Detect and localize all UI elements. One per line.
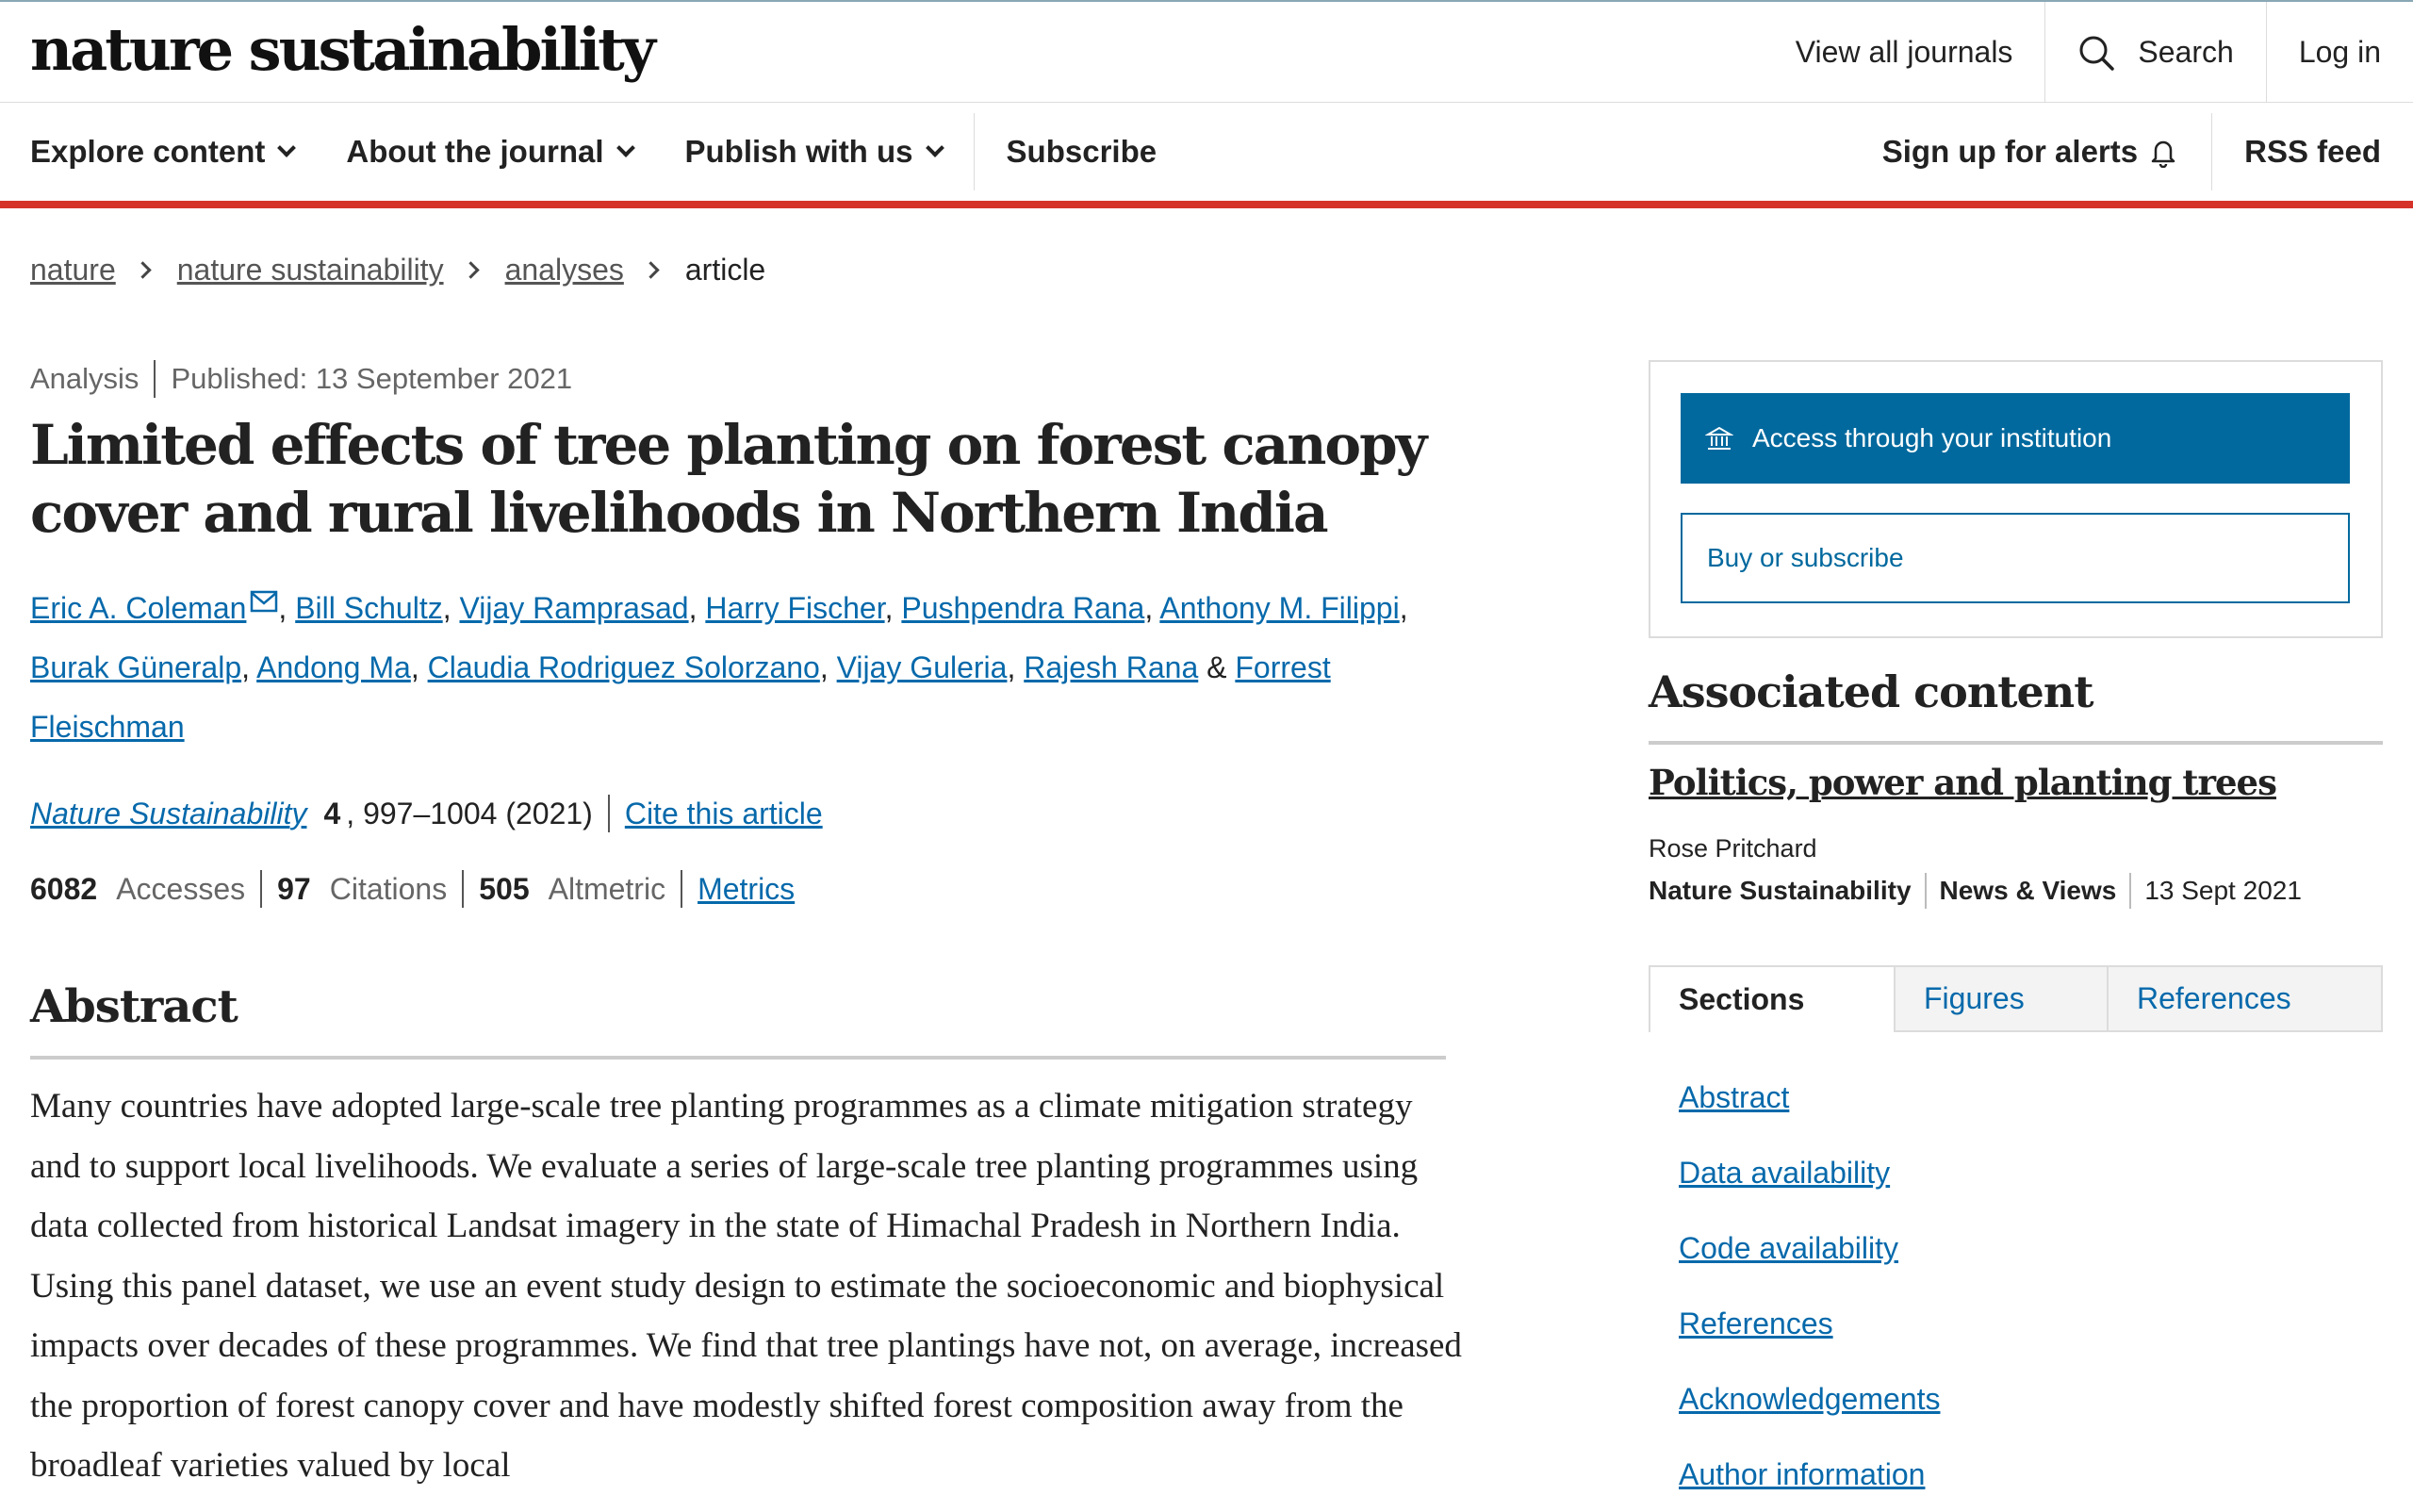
associated-journal: Nature Sustainability — [1649, 876, 1912, 905]
chevron-right-icon — [642, 261, 659, 278]
associated-content-heading: Associated content — [1649, 666, 2093, 717]
chevron-down-icon — [616, 139, 635, 157]
site-header — [0, 0, 2413, 103]
author-link[interactable]: Andong Ma — [256, 650, 411, 684]
metrics-link[interactable]: Metrics — [698, 871, 796, 906]
section-link-author-information[interactable]: Author information — [1679, 1457, 1926, 1491]
sidebar-tabs — [1649, 965, 2383, 1032]
breadcrumb-analyses[interactable]: analyses — [504, 253, 624, 287]
section-link-acknowledgements[interactable]: Acknowledgements — [1679, 1382, 1941, 1416]
section-link-references[interactable]: References — [1679, 1307, 1833, 1340]
main-nav — [0, 103, 2413, 208]
associated-divider — [1649, 741, 2383, 745]
nav-divider — [974, 113, 975, 190]
list-item — [1679, 1437, 1940, 1512]
metrics-divider — [462, 870, 464, 908]
access-institution-label: Access through your institution — [1752, 423, 2112, 452]
cite-article-link[interactable]: Cite this article — [624, 796, 823, 830]
buy-subscribe-button[interactable]: Buy or subscribe — [1681, 513, 2350, 603]
header-actions — [1764, 2, 2413, 103]
accesses-label: Accesses — [116, 871, 246, 906]
author-link[interactable]: Rajesh Rana — [1024, 650, 1199, 684]
author-link[interactable]: Vijay Guleria — [836, 650, 1008, 684]
list-item — [1679, 1286, 1940, 1361]
tab-sections[interactable]: Sections — [1649, 965, 1896, 1032]
nav-label: Explore content — [30, 134, 266, 169]
accesses-count: 6082 — [30, 871, 98, 906]
pages-year: , 997–1004 (2021) — [346, 796, 593, 830]
journal-link[interactable]: Nature Sustainability — [30, 796, 307, 830]
volume: 4 — [323, 796, 341, 830]
search-icon — [2077, 34, 2115, 72]
list-item — [1679, 1060, 1940, 1135]
article-title: Limited effects of tree planting on forest canopy cover and rural livelihoods in Northern India — [30, 413, 1426, 545]
mail-icon[interactable] — [250, 590, 278, 613]
meta-divider — [2129, 873, 2131, 909]
breadcrumb-current: article — [684, 253, 766, 287]
login-link[interactable]: Log in — [2298, 35, 2381, 69]
altmetric-score: 505 — [479, 871, 530, 906]
breadcrumb — [30, 253, 765, 288]
section-link-data-availability[interactable]: Data availability — [1679, 1156, 1891, 1190]
section-link-code-availability[interactable]: Code availability — [1679, 1231, 1899, 1265]
citation-divider — [608, 795, 610, 832]
nav-label: About the journal — [346, 134, 604, 169]
access-options — [1649, 360, 2383, 638]
chevron-right-icon — [462, 261, 479, 278]
citations-label: Citations — [329, 871, 448, 906]
breadcrumb-nature-sustainability[interactable]: nature sustainability — [176, 253, 444, 287]
alerts-signup-link[interactable] — [1850, 134, 2211, 170]
institution-icon — [1705, 424, 1733, 452]
journal-logo[interactable]: nature sustainability — [30, 15, 653, 84]
access-institution-button[interactable] — [1681, 393, 2350, 484]
nav-menu — [30, 103, 1209, 201]
sections-list — [1679, 1060, 1940, 1512]
author-link[interactable]: Vijay Ramprasad — [459, 591, 689, 625]
tab-figures[interactable]: Figures — [1896, 965, 2109, 1032]
abstract-heading: Abstract — [30, 980, 238, 1033]
nav-about-journal[interactable] — [346, 134, 632, 170]
meta-divider — [154, 360, 156, 398]
publish-date: Published: 13 September 2021 — [171, 362, 573, 395]
nav-explore-content[interactable] — [30, 134, 293, 170]
citations-count: 97 — [277, 871, 311, 906]
list-item — [1679, 1135, 1940, 1210]
author-link[interactable]: Claudia Rodriguez Solorzano — [427, 650, 820, 684]
author-list: Eric A. Coleman , Bill Schultz, Vijay Ramprasad, Harry Fischer, Pushpendra Rana, Anthony M. Filippi, Burak Güneralp, Andong Ma, Claudia Rodriguez Solorzano, Vijay Guleria, Rajesh Rana & Forrest Fleischman — [30, 591, 1408, 744]
associated-author: Rose Pritchard — [1649, 834, 1817, 863]
associated-date: 13 Sept 2021 — [2144, 876, 2302, 905]
chevron-right-icon — [134, 261, 151, 278]
abstract-divider — [30, 1056, 1446, 1060]
nav-publish-with-us[interactable] — [685, 134, 942, 170]
bell-icon — [2147, 136, 2179, 168]
chevron-down-icon — [926, 139, 944, 157]
abstract-text: Many countries have adopted large-scale tree planting programmes as a climate mitigation strategy and to support local livelihoods. We evaluate a series of large-scale tree planting programmes using data collected from historical Landsat imagery in the state of Himachal Pradesh in Northern India. Using this panel dataset, we use an event study design to estimate the socioeconomic and biophysical impacts over decades of these programmes. We find that tree plantings have not, on average, increased the proportion of forest canopy cover and have modestly shifted forest composition away from the broadleaf varieties valued by local — [30, 1087, 1462, 1485]
author-link[interactable]: Burak Güneralp — [30, 650, 242, 684]
view-all-journals-link[interactable]: View all journals — [1795, 35, 2013, 69]
associated-type: News & Views — [1939, 876, 2117, 905]
author-link[interactable]: Bill Schultz — [295, 591, 443, 625]
author-link[interactable]: Anthony M. Filippi — [1159, 591, 1400, 625]
article-meta — [30, 360, 572, 398]
search-button[interactable] — [2045, 2, 2265, 103]
associated-meta — [1649, 873, 2302, 909]
meta-divider — [1925, 873, 1927, 909]
chevron-down-icon — [277, 139, 296, 157]
alerts-label: Sign up for alerts — [1881, 134, 2139, 169]
author-link[interactable]: Harry Fischer — [705, 591, 885, 625]
author-link[interactable]: Forrest Fleischman — [30, 650, 1331, 744]
nav-label: Publish with us — [684, 134, 913, 169]
section-link-abstract[interactable]: Abstract — [1679, 1080, 1790, 1114]
article-metrics — [30, 870, 795, 908]
tab-references[interactable]: References — [2109, 965, 2383, 1032]
article-type: Analysis — [30, 362, 140, 395]
search-label: Search — [2138, 35, 2234, 69]
associated-article-link[interactable]: Politics, power and planting trees — [1649, 762, 2276, 803]
breadcrumb-nature[interactable]: nature — [30, 253, 116, 287]
nav-subscribe[interactable]: Subscribe — [1006, 134, 1157, 169]
author-link[interactable]: Eric A. Coleman — [30, 591, 247, 625]
altmetric-label: Altmetric — [548, 871, 666, 906]
metrics-divider — [681, 870, 682, 908]
list-item — [1679, 1210, 1940, 1286]
citation-line — [30, 795, 823, 832]
author-link[interactable]: Pushpendra Rana — [901, 591, 1145, 625]
rss-feed-link[interactable]: RSS feed — [2244, 134, 2381, 169]
nav-right — [1850, 103, 2413, 201]
list-item — [1679, 1361, 1940, 1437]
metrics-divider — [260, 870, 262, 908]
